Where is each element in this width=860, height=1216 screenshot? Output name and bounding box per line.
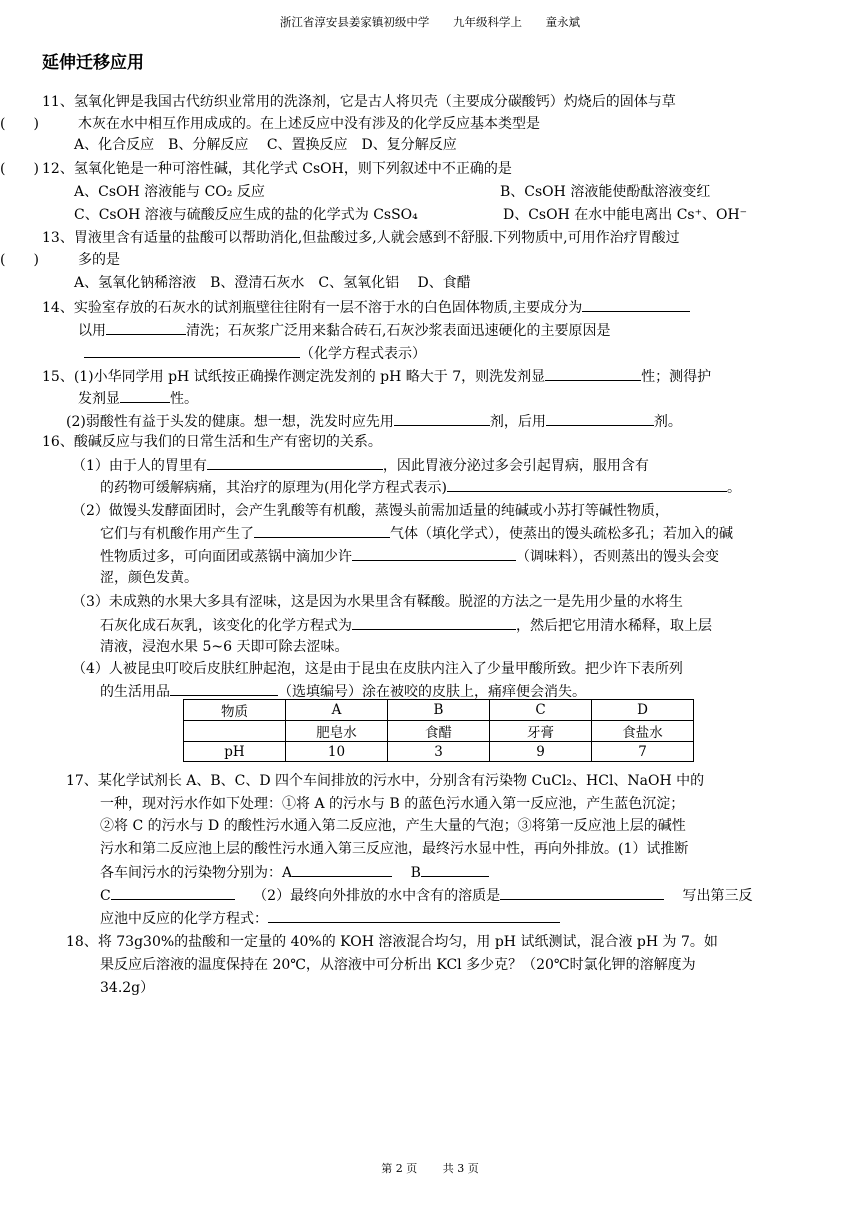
q15-text2a: 发剂显 [78,391,120,407]
q18-line2: 果反应后溶液的温度保持在 20℃，从溶液中可分析出 KCl 多少克？（20℃时氯化钾的溶解度为 [100,957,696,973]
q16-p1-text-b: ，因此胃液分泌过多会引起胃病，服用含有 [382,458,649,474]
table-cell: 10 [286,742,388,762]
q17-line2: 一种，现对污水作如下处理：①将 A 的污水与 B 的蓝色污水通入第一反应池，产生蓝色沉淀； [100,796,685,812]
q16-p4-line1: （4）人被昆虫叮咬后皮肤红肿起泡，这是由于昆虫在皮肤内注入了少量甲酸所致。把少许下表所列 [72,661,683,677]
q12-option-a: A、CsOH 溶液能与 CO₂ 反应 [74,184,265,200]
q16-stem: 16、酸碱反应与我们的日常生活和生产有密切的关系。 [42,434,382,450]
table-row [184,721,694,742]
table-row [184,700,694,721]
table-cell: 食盐水 [592,721,694,742]
q12-answer-paren: ( ) [0,161,39,177]
table-cell: 食醋 [388,721,490,742]
page-number: 第 2 页 [381,1162,418,1175]
q16-blank-equation2[interactable] [352,615,516,630]
q17-line7 [100,908,560,929]
q17-blank-equation[interactable] [268,908,560,923]
q15-blank-first[interactable] [394,411,490,426]
q16-p3-line2 [100,615,712,636]
q15-blank-conditioner[interactable] [120,388,170,403]
page-footer [0,1160,860,1176]
page-header [0,14,860,30]
q16-blank-seasoning[interactable] [352,546,516,561]
q16-p1-text-a: （1）由于人的胃里有 [72,458,207,474]
q16-p2-text-c: 气体（填化学式），使蒸出的馒头疏松多孔；若加入的碱 [390,526,733,542]
q16-p4-text-b: 的生活用品 [100,684,170,700]
q16-blank-equation1[interactable] [447,477,727,492]
q17-text6c: 写出第三反 [682,888,753,904]
q16-p2-line1: （2）做馒头发酵面团时，会产生乳酸等有机酸，蒸馒头前需加适量的纯碱或小苏打等碱性物质， [72,503,669,519]
q17-text5a: 各车间污水的污染物分别为：A [100,865,293,881]
table-cell: A [286,700,388,721]
q13-line2: 多的是 [78,252,120,268]
q14-blank-substance[interactable] [582,297,690,312]
q18-line3: 34.2g） [100,980,155,996]
q13-answer-paren: ( ) [0,252,39,268]
q11-options: A、化合反应 B、分解反应 C、置换反应 D、复分解反应 [74,137,457,153]
q16-p3-text-b: 石灰化成石灰乳，该变化的化学方程式为 [100,618,352,634]
table-cell: pH [184,742,286,762]
q16-p4-text-c: （选填编号）涂在被咬的皮肤上，痛痒便会消失。 [278,684,586,700]
table-cell: 肥皂水 [286,721,388,742]
q17-line4: 污水和第二反应池上层的酸性污水通入第三反应池，最终污水显中性，再向外排放。(1）试推断 [100,841,689,857]
q15-line1 [42,366,711,387]
author-name: 童永斌 [545,15,581,29]
q15-text1a: 15、(1)小华同学用 pH 试纸按正确操作测定洗发剂的 pH 略大于 7，则洗发剂显 [42,369,546,385]
q14-text2b: 清洗；石灰浆广泛用来黏合砖石,石灰沙浆表面迅速硬化的主要原因是 [186,323,611,339]
school-name: 浙江省淳安县姜家镇初级中学 [279,15,430,29]
q15-text3b: 剂，后用 [489,414,546,430]
q18-line1: 18、将 73g30%的盐酸和一定量的 40%的 KOH 溶液混合均匀，用 pH 试纸测试，混合液 pH 为 7。如 [66,934,718,950]
q17-text6b: （2）最终向外排放的水中含有的溶质是 [253,888,501,904]
table-cell: 3 [388,742,490,762]
q17-line3: ②将 C 的污水与 D 的酸性污水通入第二反应池，产生大量的气泡；③将第一反应池上层的碱性 [100,818,686,834]
q12-stem: 12、氢氧化铯是一种可溶性碱，其化学式 CsOH，则下列叙述中不正确的是 [42,161,512,177]
q16-p3-line3: 清液，浸泡水果 5~6 天即可除去涩味。 [100,639,349,655]
q16-blank-gas[interactable] [254,523,390,538]
q16-p3-line1: （3）未成熟的水果大多具有涩味，这是因为水果里含有鞣酸。脱涩的方法之一是先用少量的水将生 [72,594,683,610]
ph-table [183,699,694,762]
q16-p1-text-c: 的药物可缓解病痛，其治疗的原理为(用化学方程式表示) [100,480,447,496]
q15-blank-after[interactable] [546,411,654,426]
q17-line5 [100,862,489,883]
q16-blank-choice[interactable] [170,681,278,696]
q17-blank-b[interactable] [421,862,489,877]
q12-option-d: D、CsOH 在水中能电离出 Cs⁺、OH⁻ [503,207,748,223]
q14-blank-equation[interactable] [84,343,300,358]
q14-blank-cleaner[interactable] [106,320,186,335]
table-row [184,742,694,762]
q16-p1-line1 [72,455,649,476]
q16-p1-line2 [100,477,741,498]
q13-line1: 13、胃液里含有适量的盐酸可以帮助消化,但盐酸过多,人就会感到不舒服.下列物质中,可用作治疗胃酸过 [42,230,680,246]
q15-blank-detergent[interactable] [545,366,641,381]
q11-line2: 木灰在水中相互作用成成的。在上述反应中没有涉及的化学反应基本类型是 [78,116,540,132]
q14-text2a: 以用 [78,323,106,339]
q17-blank-c[interactable] [111,885,235,900]
q15-line2 [78,388,198,409]
table-cell: C [490,700,592,721]
q16-p2-line3 [100,546,719,567]
q17-text5b: B [410,865,421,881]
q11-line1: 11、氢氧化钾是我国古代纺织业常用的洗涤剂，它是古人将贝壳（主要成分碳酸钙）灼烧后的固体与草 [42,94,676,110]
q15-text1b: 性；测得护 [641,369,712,385]
table-cell [184,721,286,742]
q16-p2-text-e: （调味料），否则蒸出的馒头会变 [516,549,719,565]
q17-blank-solute[interactable] [500,885,664,900]
q14-line1 [42,297,690,318]
q13-options: A、氢氧化钠稀溶液 B、澄清石灰水 C、氢氧化铝 D、食醋 [74,275,471,291]
q12-option-b: B、CsOH 溶液能使酚酞溶液变红 [500,184,711,200]
table-cell: 7 [592,742,694,762]
q15-text2b: 性。 [170,391,198,407]
q16-p3-text-c: ，然后把它用清水稀释，取上层 [516,618,712,634]
q15-text3c: 剂。 [653,414,682,430]
q14-text3: （化学方程式表示） [300,346,426,362]
q17-text7: 应池中反应的化学方程式： [100,911,268,927]
q16-p2-text-d: 性物质过多，可向面团或蒸锅中滴加少许 [100,549,352,565]
table-cell: 牙膏 [490,721,592,742]
table-cell: 9 [490,742,592,762]
q17-line1: 17、某化学试剂长 A、B、C、D 四个车间排放的污水中，分别含有污染物 CuCl₂、HCl、NaOH 中的 [66,773,705,789]
q12-option-c: C、CsOH 溶液与硫酸反应生成的盐的化学式为 CsSO₄ [74,207,418,223]
table-cell: D [592,700,694,721]
q14-line3 [84,343,426,364]
q16-p2-line2 [100,523,733,544]
q17-text6a: C [100,888,111,904]
page-total: 共 3 页 [442,1162,479,1175]
q11-answer-paren: ( ) [0,116,39,132]
q17-line6 [100,885,753,906]
q15-text3a: (2)弱酸性有益于头发的健康。想一想，洗发时应先用 [66,414,394,430]
q16-p2-line4: 涩，颜色发黄。 [100,570,198,586]
q16-p2-text-b: 它们与有机酸作用产生了 [100,526,254,542]
q16-blank-stomach[interactable] [207,455,383,470]
q16-p1-text-d: 。 [726,480,741,496]
q14-line2 [78,320,610,341]
q17-blank-a[interactable] [292,862,392,877]
table-cell: B [388,700,490,721]
section-title: 延伸迁移应用 [42,53,144,73]
course-name: 九年级科学上 [453,15,522,29]
q14-text1: 14、实验室存放的石灰水的试剂瓶壁往往附有一层不溶于水的白色固体物质,主要成分为 [42,300,583,316]
table-cell: 物质 [184,700,286,721]
q15-line3 [66,411,682,432]
